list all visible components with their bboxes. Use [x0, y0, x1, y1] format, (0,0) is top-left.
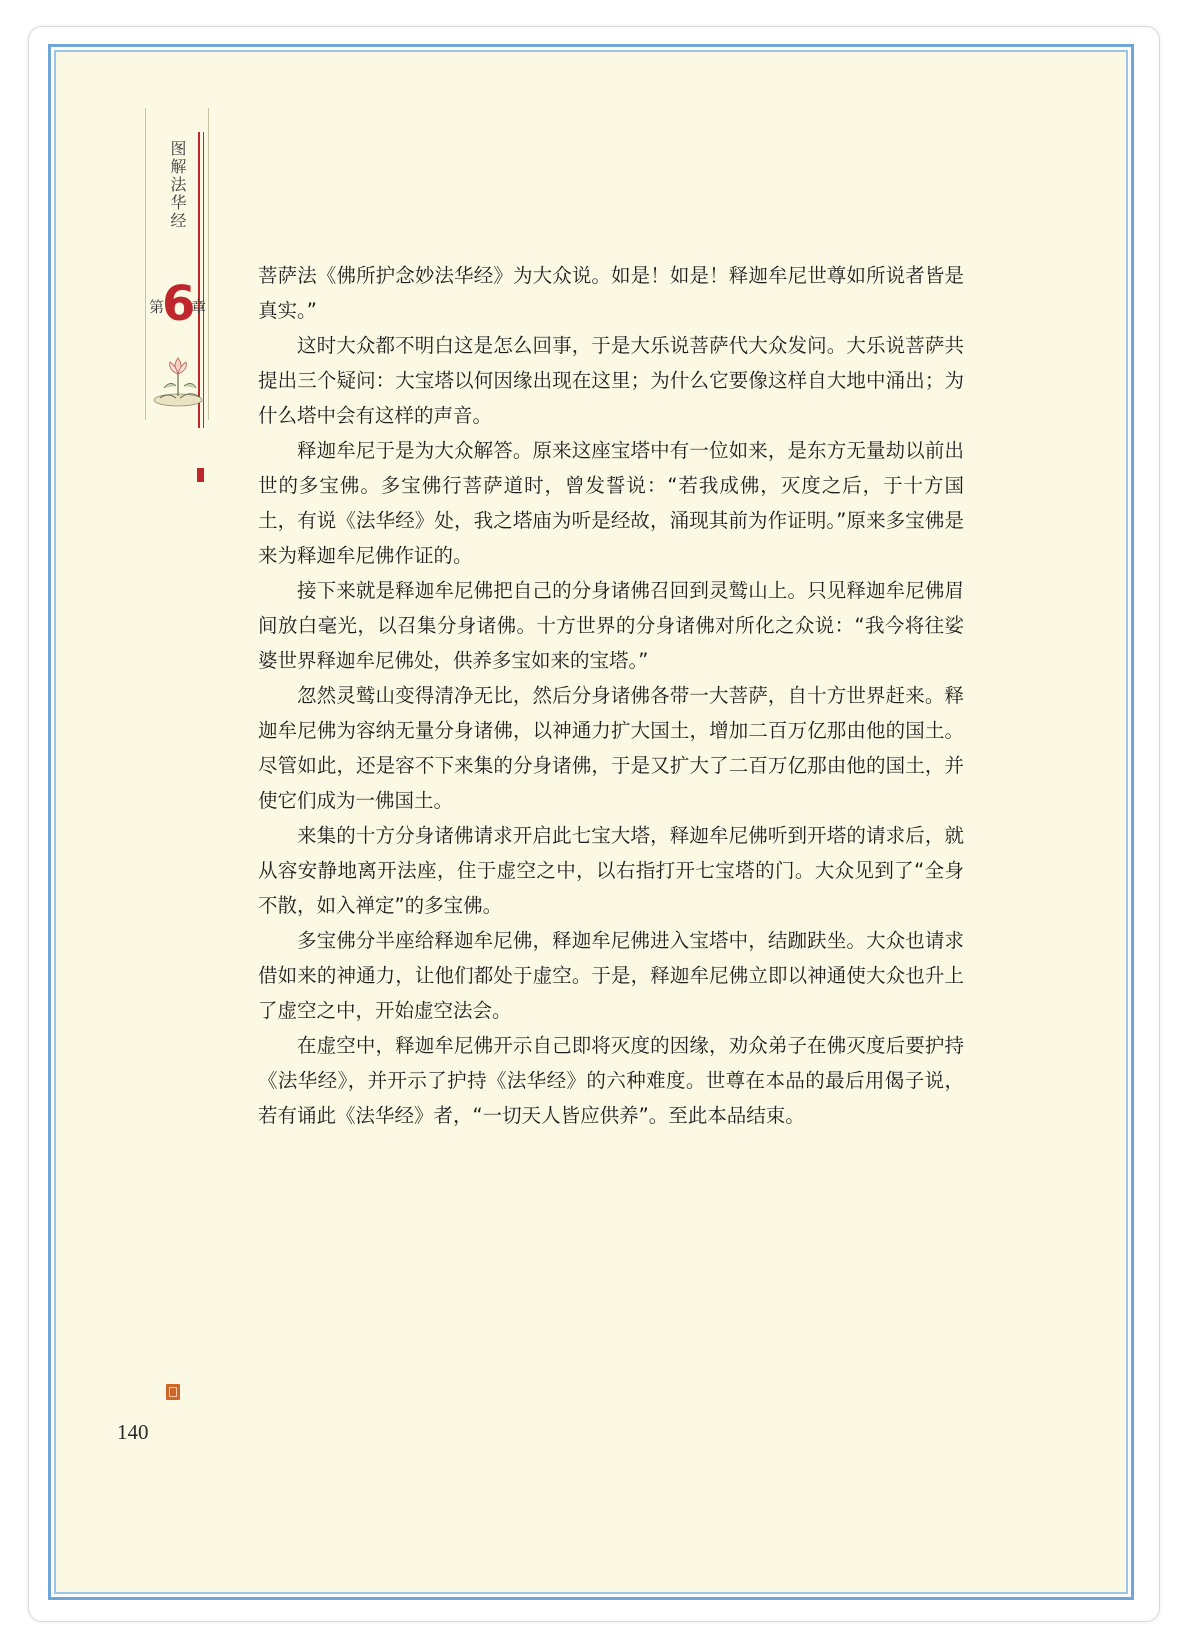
- chapter-marker: [143, 276, 213, 342]
- lotus-icon: [150, 352, 206, 408]
- paragraph: 忽然灵鹫山变得清净无比，然后分身诸佛各带一大菩萨，自十方世界赶来。释迦牟尼佛为容纳无量分身诸佛，以神通力扩大国土，增加二百万亿那由他的国土。尽管如此，还是容不下来集的分身诸佛，于是又扩大了二百万亿那由他的国土，并使它们成为一佛国土。: [258, 684, 964, 812]
- tab-red-block: [197, 468, 204, 482]
- chapter-prefix: 第: [149, 298, 165, 316]
- seal-icon: [166, 1384, 180, 1400]
- paragraph: 释迦牟尼于是为大众解答。原来这座宝塔中有一位如来，是东方无量劫以前出世的多宝佛。多宝佛行菩萨道时，曾发誓说：“若我成佛，灭度之后，于十方国土，有说《法华经》处，我之塔庙为听是经故，涌现其前为作证明。”原来多宝佛是来为释迦牟尼佛作证的。: [258, 439, 964, 567]
- book-title: 图解法华经: [168, 140, 187, 230]
- paragraph: 多宝佛分半座给释迦牟尼佛，释迦牟尼佛进入宝塔中，结跏趺坐。大众也请求借如来的神通力，让他们都处于虚空。于是，释迦牟尼佛立即以神通使大众也升上了虚空之中，开始虚空法会。: [258, 929, 964, 1022]
- paragraph: 菩萨法《佛所护念妙法华经》为大众说。如是！如是！释迦牟尼世尊如所说者皆是真实。”: [258, 264, 964, 322]
- paragraph: 在虚空中，释迦牟尼佛开示自己即将灭度的因缘，劝众弟子在佛灭度后要护持《法华经》，并开示了护持《法华经》的六种难度。世尊在本品的最后用偈子说，若有诵此《法华经》者，“一切天人皆应供养”。至此本品结束。: [258, 1034, 964, 1127]
- body-text: [258, 258, 964, 1133]
- paragraph: 来集的十方分身诸佛请求开启此七宝大塔，释迦牟尼佛听到开塔的请求后，就从容安静地离开法座，住于虚空之中，以右指打开七宝塔的门。大众见到了“全身不散，如入禅定”的多宝佛。: [258, 824, 964, 917]
- paragraph: 接下来就是释迦牟尼佛把自己的分身诸佛召回到灵鹫山上。只见释迦牟尼佛眉间放白毫光，以召集分身诸佛。十方世界的分身诸佛对所化之众说：“我今将往娑婆世界释迦牟尼佛处，供养多宝如来的宝塔。”: [258, 579, 964, 672]
- chapter-number: 6: [162, 276, 196, 332]
- page-number: 140: [117, 1420, 149, 1444]
- paragraph: 这时大众都不明白这是怎么回事，于是大乐说菩萨代大众发问。大乐说菩萨共提出三个疑问：大宝塔以何因缘出现在这里；为什么它要像这样自大地中涌出；为什么塔中会有这样的声音。: [258, 334, 964, 427]
- chapter-suffix: 章: [191, 298, 207, 316]
